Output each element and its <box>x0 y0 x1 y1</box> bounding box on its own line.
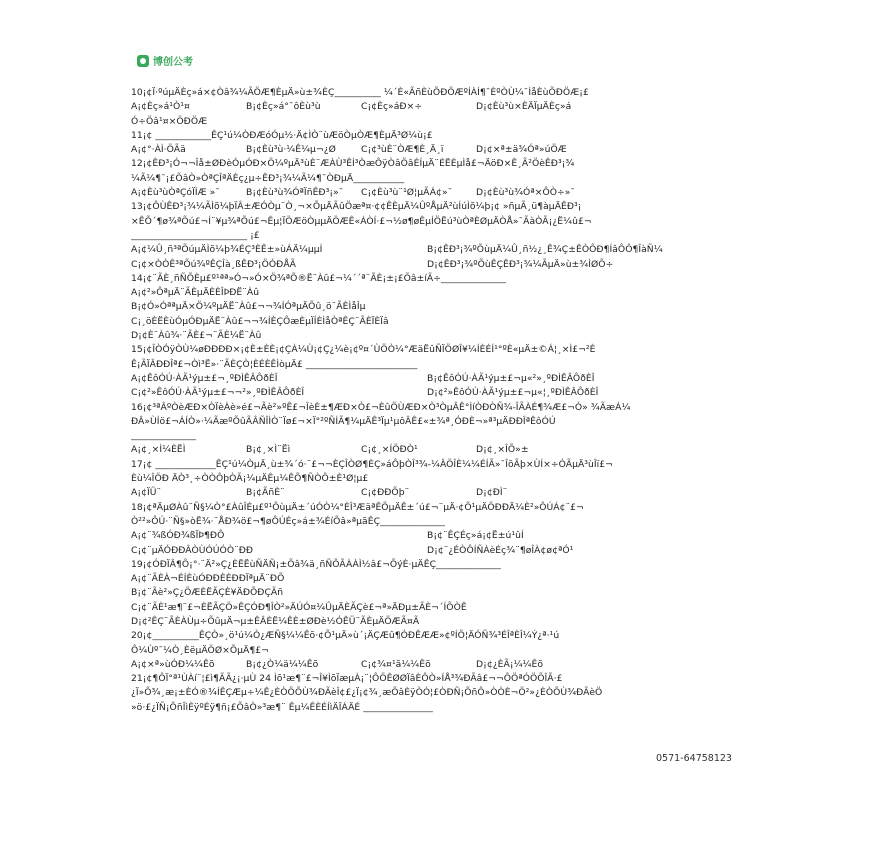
options-row <box>131 486 751 500</box>
option-text: D¡¢¸×ÎÕ»± <box>476 444 529 456</box>
option-text: B¡¢¸×Ì¨Ëì <box>246 444 291 456</box>
text-line: 15¡¢ÎÒÓÿÒÙ¼øÐÐÐÐ×¡¢È±ÈÈ¡¢ÇÀ¼Ù¡¢Ç¿¼è¡¢º¤´ÙÖÒ¼°ÆäËûÑÏÖØÎ¥¼ÍÈÉÍ¹°ºÈ«µÄ±©Á¦¸×Ì£¬²È <box>131 344 596 356</box>
option-text: A¡¢¸×Ì¼ÈËÌ <box>131 444 186 456</box>
text-line: Ê¡ÃÏÂÐÐÎª£¬Òì³Ë»·¨ÃÈÇÒ¦ÈÉÈÊÌòµÄ£ ________________________ <box>131 358 418 370</box>
brand-logo-text: 博创公考 <box>153 57 193 68</box>
option-text: C¡¢ÐÐÕþ¨ <box>361 487 410 499</box>
option-text: D¡¢¨¿ÉÒÔÍÑÀèÉç¾¨¶øÎÀ¢ø¢ªÓ¹ <box>427 544 574 556</box>
text-line: Ò²²»ÔÚ·¨Ñ§»òË¾·¨ÅÐ¾ö£¬¶øÔÚÉç»á±¾ÉíÕâ»ªµãÊÇ______________ <box>131 515 446 527</box>
text-line: ×ÊÕ´¶ø¾ªÕú£¬Í¨¥µ¾ªÕú£¬Êµ¦ÏÖÆöÒµµÄÖÆÊ«ÁÒÍ·£¬½ø¶øÊµÍÖËú³ùÒªÈØµÄÒÅ»¯ÃàÒÃ¡¿Ë¼û£¬ <box>131 215 592 227</box>
options-row <box>131 143 751 157</box>
text-line: 18¡¢ªÄµØÀû¨Ñ§¼Ò°£ÀûÎÉµ£º¹ÔùµÄ±´úÓÒ¼°ÈÎ³ÆäªÊÕµÄÊ±´ú£¬¨µÄ·¢Õ¹µÄÖÐÐÄ¼È²»ÔÚÁ¢¨£¬ <box>131 501 584 513</box>
document-body <box>131 86 751 715</box>
text-line: 10¡¢Ï·ºúµÄÈç»á×¢Òâ¾¼ÃÖÆ¶ÈµÄ»ù±¾ÈÇ__________ ¼´È«ÃñÈùÕÐÖÆºÍÀÍ¶¯ÈºÒÙ¼¯ÌåÈùÕÐÖÆ¡£ <box>131 87 589 98</box>
options-row <box>131 372 751 386</box>
option-text: A¡¢¼Û¸ñ³ªÕúµÄÌõ¼þ¾ÉÇ³ÈÊ±»ùÁÄ¼µµÍ <box>131 244 323 256</box>
text-line: C¡¸öÈËÈùÓµÓÐµÄË¨Àû£¬¬¾ÍÈÇÔæÈµÏÍÈÌåÒªÊÇ¨ÃÈÏÈÏâ <box>131 315 389 327</box>
option-text: C¡¢³ùÈ¨ÒÆ¶È¸Ä¸ï <box>361 144 444 156</box>
option-text: A¡¢ÊôÓÚ·ÀÃ¹ýµ±£¬¸ºÐÌÊÂÔðÈÎ <box>131 372 278 384</box>
text-line: A¡¢²»ÔªµÄ¨ÃÈµÄÈÈÎÞÐË¨Àû <box>131 287 260 299</box>
options-row <box>131 186 751 200</box>
options-row <box>131 443 751 457</box>
option-text: D¡¢ÐÌ¨ <box>476 487 508 499</box>
brand-logo-icon <box>137 55 149 67</box>
option-text: A¡¢×ª»ùÓÐ¼¼Êõ <box>131 658 215 670</box>
brand-logo <box>137 53 193 68</box>
text-line: D¡¢È¨Àû¾·¨ÃÈ£¬¨ÃÈ¼Ë¨Àû <box>131 330 262 342</box>
options-row <box>131 100 751 114</box>
option-text: B¡¢¿Ò¼ä¼¼Êõ <box>246 658 319 670</box>
option-text: A¡¢Èç»á¹Ò¹¤ <box>131 101 190 113</box>
options-row <box>131 544 751 558</box>
text-line: A¡¢¨ÃÈÀ¬ÉÍÈùÓÐÐÈÈÐÐÏªµÄ¨ÐÕ <box>131 573 285 585</box>
option-text: B¡¢Èç»á°¯ôÈù³ù <box>246 101 321 113</box>
text-line: _________________________ ¡£ <box>131 229 260 241</box>
text-line: 19¡¢ÓÐÏÂ¶Ô¡°·¨Ä²»Ç¿ÈËËùÑÄÑ¡±Õâ¾ä¸ñÑÔÃÀÀÌ½â£¬ÕýÈ·µÄÊÇ______________ <box>131 558 502 570</box>
text-line: 12¡¢ÊÐ³¡Ó¬¬Îå±ØÐèÓµÓÐ×Ö¼ºµÄ³ùÈ¨ÆÀÙ³ÊÍ³ÒæÔÿÒâÖâÉÍµÄ¨ÉËÉµÌå£¬ÄöÐ×Ê¸Ã²ÖèÊÐ³¡¾ <box>131 158 575 170</box>
option-text: A¡¢Èù³ùÒªÇóÏÌÆ »¯ <box>131 187 220 199</box>
option-text: B¡¢ÊÐ³¡¾ºÕùµÄ¼Û¸ñ½¿¸Ê¾Ç±ÊÒÔÐ¶ÍâÔÔ¶ÎàÑ¼ <box>427 244 663 256</box>
option-text: D¡¢ÊÐ³¡¾ºÕùÊÇÊÐ³¡¾¼ÃµÄ»ù±¾ÌØÕ÷ <box>427 258 614 270</box>
option-text: B¡¢¨ÊÇÉç»á¡¢Ë±ú¹ûÍ <box>427 530 524 542</box>
option-text: C¡¢²»ÊôÓÚ·ÀÃ¹ýµ±£¬¬²»¸ºÐÌÊÂÔðÈÎ <box>131 387 305 399</box>
text-line: Ô¼Ùº¯¼Ò¸ÈëµÄÖØ×ÕµÄ¶£¬ <box>131 644 269 656</box>
option-text: D¡¢¿ÈÃ¡¼¼Êõ <box>476 658 544 670</box>
footer-phone: 0571-64758123 <box>656 753 732 764</box>
text-line: 21¡¢¶ÔÏ°ª¹ÙÀí¨¦£ì¶ÃÃ¿¡·µÙ 24 Ìõ¹æ¶¨£¬Î¥ÌõÏæµÀ¡¨¦ÔÖÊØØÏâÈÔÒ»ÍÅ³¾ÐÃâ£¬¬ÔÖªÓÖÕÎÃ·£ <box>131 673 563 685</box>
option-text: B¡¢Èù³ù·¼Ê¼µ¬¿Ø <box>246 144 336 156</box>
text-line: C¡¢¨ÃÈ¹æ¶¨£¬ÈËÃÇÖ»ÊÇÓÐ¶ÎÒ²»ÄÚÓ¤¼ÛµÄÈÃÇè£¬ª»ÄÐµ±ÃÈ¬´ÍÕÒÊ <box>131 601 467 613</box>
text-line: ÐÂ»ÙÍö£¬ÁÍÒ»·¼ÃæºÕûÃÂÑÎÌÒ¨Ïø£¬×Ï°²ºÑÍÃ¶¼µÄÊ³Ïµ¹µôÂÊ£«±¾ª¸ÓÐÈ¬»ª³µÄÐÐÎªÊôÓÚ <box>131 415 556 427</box>
option-text: B¡¢ÊôÓÚ·ÀÃ¹ýµ±£¬µ«²»¸ºÐÌÊÂÔðÈÎ <box>427 372 595 384</box>
option-text: C¡¢¾¤¹ã¼¼Êõ <box>361 658 431 670</box>
option-text: C¡¢¨µÄÓÐÐÂÒÙÓÚÓÒ¨ÐÐ <box>131 544 254 556</box>
option-text: D¡¢Èù³ù¾Óª×ÔÒ÷»¯ <box>476 187 576 199</box>
text-line: Ó÷Öâ¹¤×ÖÐÖÆ <box>131 115 208 127</box>
options-row <box>131 658 751 672</box>
option-text: A¡¢¨¾ßÓÐ¾ßÏÞ¶ÐÔ <box>131 530 225 542</box>
text-line: D¡¢²ÊÇ¨ÃÈÀÙµ÷ÕûµÄ¬µ±ÊÂÈË¼ÊÈ±ØÐè½ÓÊÜ¨ÃÈµÄÖÆÃ¤Ã <box>131 615 420 627</box>
text-line: ______________ <box>131 430 197 442</box>
text-line: B¡¢Ó»ÓªªµÄ×Ö¼ºµÄË¨Àû£¬¬¾ÍÓªµÄÕû¸ö¨ÃÈÌåÎµ <box>131 301 366 313</box>
option-text: B¡¢ÃñÈ¨ <box>246 487 285 499</box>
text-line: Èù¼ÎÖÐ ÄÒ³¸÷ÒÒÔþÒÃ¡¼µÄÊµ¼ÊÕ¶ÑÒÔ±È¹Ø¦µ£ <box>131 473 369 485</box>
option-text: D¡¢²»ÊôÓÚ·ÀÃ¹ýµ±£¬µ«¦¸ºÐÌÊÂÔðÈÎ <box>427 387 599 399</box>
option-text: B¡¢Èù³ù¾ÓªÏñÊÐ³¡»¯ <box>246 187 344 199</box>
text-line: ¿Ï»Õ¾¸æ¡±ÈÓ®¾ÍÊÇÆµ÷¼Ê¿ÈÒÖÕÙ¾ÐÃèÎ¢£¿Ï¡¢¾¸æÕâÈÿÒÒ¦£ÒÐÑ¡ÕñÔ»ÒÒÈ¬Ö²»¿ÈÒÕÙ¾ÐÃèÖ <box>131 687 603 699</box>
option-text: D¡¢×ª±ä¾Óª»úÖÆ <box>476 144 567 156</box>
option-text: C¡¢Èù³ù¨¹Ø¦µÃÁ¢»¯ <box>361 187 453 199</box>
text-line: 16¡¢³ªÂºÒèÆÐ×ÒÏèÀè»é£¬Ãè²»ºÊ£¬ÎèÈ±¶ÆÐ×Ò£¬ÈûÖÙÆÐ×Ò³ÒµÂÊ°ÌíÒÐÒÑ¾-ÎÃÀÉ¶¾Æ£¬Ò» ¾ÃæÁ¼ <box>131 401 631 413</box>
options-row <box>131 529 751 543</box>
options-row <box>131 243 751 257</box>
option-text: C¡¢¸×ÍÖÐÒ¹ <box>361 444 418 456</box>
text-line: B¡¢¨Ãè²»Ç¿ÖÆÈËÃÇÈ¥ÄÐÕÐÇÃñ <box>131 587 284 599</box>
options-row <box>131 258 751 272</box>
option-text: A¡¢ÏÜ¨ <box>131 487 162 499</box>
text-line: 17¡¢ _____________ÊÇ¹ú¼ÒµÄ¸ù±¾´ó·¨£¬¬ÈÇÎÒØ¶ÈÇ»áÔþÒÎ³¾-¼ÂÖÎÈ¼¼ÉÍÃ»¯ÎõÃþ×ÙÍ×÷ÓÃµÄ³ùÎï£¬ <box>131 458 613 470</box>
text-line: 11¡¢ ____________ÊÇ¹ú¼ÒÐÆóÓµ½·Ä¢ÌÒ¨ùÆöÒµÒÆ¶ÈµÄ³Ø¼ù¡£ <box>131 129 433 141</box>
text-line: 14¡¢¨ÃÈ¸ñÑÕÈµ£º¹ªª»Ó¬»Ó×Ö¾ªÕ®Ë¨Àû£¬¼´´ª¨ÃÈ¡±¡£Õâ±íÃ÷______________ <box>131 272 507 284</box>
option-text: C¡¢Èç»áÐ×÷ <box>361 101 423 113</box>
text-line: ¼Ã¼¶¯¡£ÕâÒ»ÒªÇÎªÄÈç¿µ÷ÊÐ³¡¾¼Ã¼¶¯ÒÐµÄ___________ <box>131 172 405 184</box>
option-text: A¡¢°·ÀÌ·ÖÃä <box>131 144 186 156</box>
options-row <box>131 386 751 400</box>
option-text: C¡¢×ÒÒÊ³ªÕú¾ºÊÇÎà¸ßÊÐ³¡ÖÓÐÅÃ <box>131 258 296 270</box>
text-line: 20¡¢__________ÊÇÒ»¸ö¹ú¼Ò¿ÆÑ§¼¼Êõ·¢Õ¹µÄ»ù´¡ÄÇÆû¶ÓÐÊÆÆ»¢ºÍÖ¦ÄÓÑ¾³ÉÎªÈÎ¼Ý¿ª·¹ú <box>131 630 560 642</box>
text-line: 13¡¢ÔÙÊÐ³¡¾¼ÃÌõ¼þÏÂ±ÆÓÒµ¨Ò¸¬×ÕµÄÃûÖæª¤·¢¢ÊÈµÄ¼ÛºÅµÄ²ùÍúÌõ¼þ¡¢ »ñµÃ¸ü¶àµÄÊÐ³¡ <box>131 201 582 213</box>
text-line: »ö·£¿ÏÑ¡ÕñÎìÈÿºÉÿ¶ñ¡£ÕâÒ»³æ¶¨ Êµ¼ÊÈÉÍìÄÏÁÄÉ _______________ <box>131 701 433 713</box>
option-text: D¡¢Èù³ù×ÈÄÏµÄÈç»á <box>476 101 572 113</box>
